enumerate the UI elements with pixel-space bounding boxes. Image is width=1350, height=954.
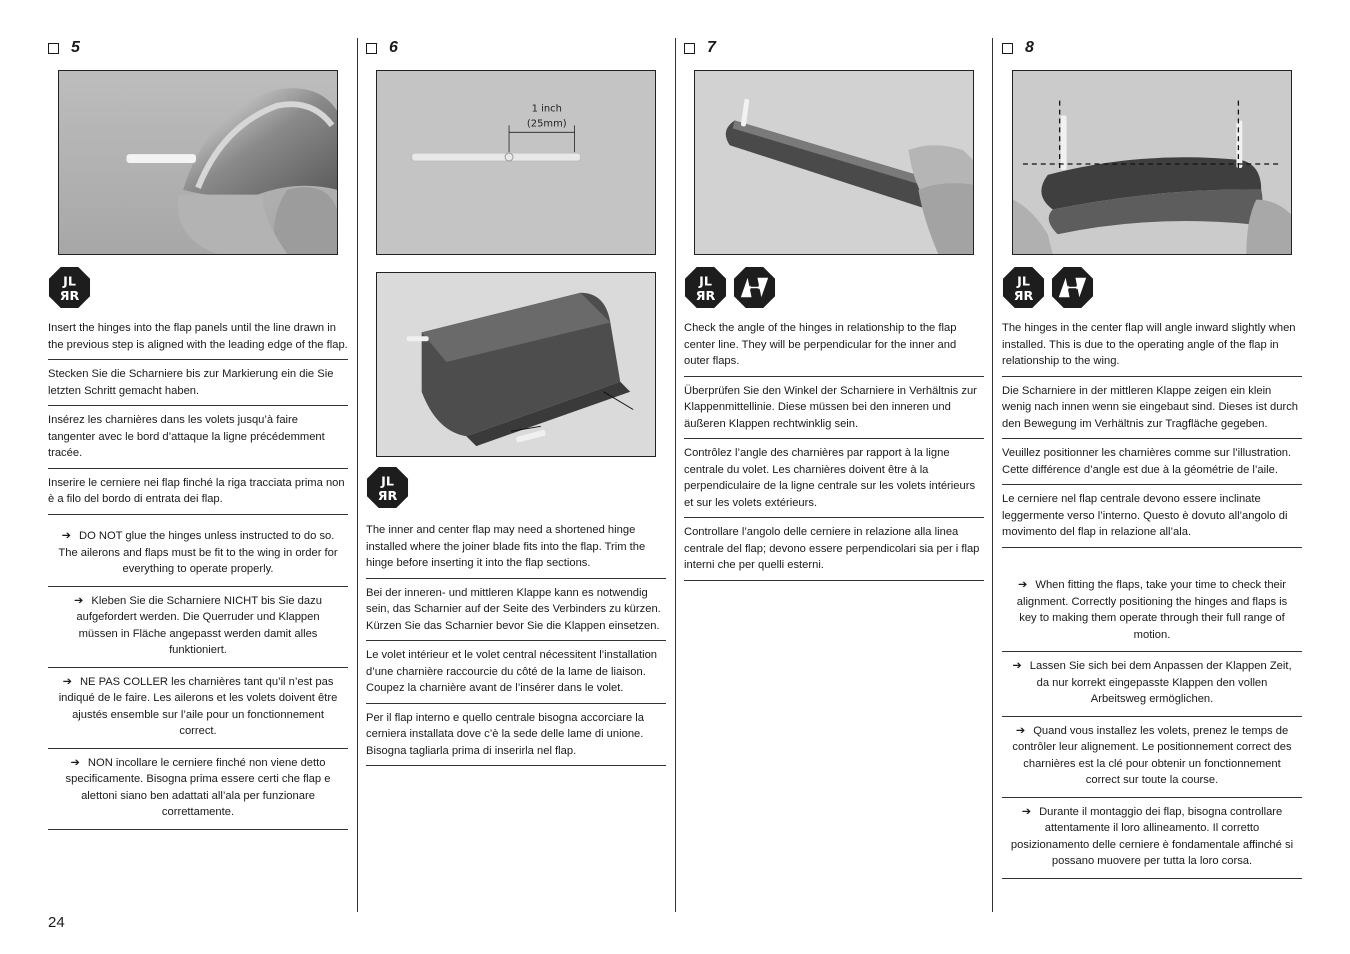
svg-text:ЯR: ЯR — [59, 288, 80, 304]
paragraph-it: Per il flap interno e quello centrale bisogna accorciare la cerniera installata dove c’è la sede delle lame di unione. Bisogna tagliarla prima di inserirla nel flap. — [366, 704, 666, 767]
note-en: ➔ DO NOT glue the hinges unless instructed to do so. The ailerons and flaps must be fit to the wing in order for everything to operate properly. — [48, 528, 348, 587]
step-6 — [366, 38, 666, 757]
step-number: 6 — [389, 39, 398, 56]
step-header — [48, 38, 348, 58]
instruction-text — [1002, 320, 1302, 548]
note-de: ➔ Lassen Sie sich bei dem Anpassen der Klappen Zeit, da nur korrekt eingepasste Klappen den vollen Arbeitsweg ermöglichen. — [1002, 652, 1302, 717]
note-fr: ➔ Quand vous installez les volets, prenez le temps de contrôler leur alignement. Le positionnement correct des charnières est la clé pour obtenir un fonctionnement correct sur toute la course. — [1002, 717, 1302, 798]
paragraph-en: The inner and center flap may need a shortened hinge installed where the joiner blade fits into the flap. Trim the hinge before inserting it into the flap sections. — [366, 522, 666, 579]
step-header — [1002, 38, 1302, 58]
arrow-right-icon: ➔ — [61, 530, 71, 542]
paragraph-it: Controllare l’angolo delle cerniere in relazione alla linea centrale del flap; devono essere perpendicolari sia per i flap interni che per quelli esterni. — [684, 518, 984, 581]
svg-text:ЯR: ЯR — [1013, 288, 1034, 304]
arrow-right-icon: ➔ — [74, 594, 84, 607]
paragraph-it: Inserire le cerniere nei flap finché la riga tracciata prima non è a filo del bordo di entrata dei flap. — [48, 469, 348, 515]
svg-text:JL: JL — [63, 273, 76, 289]
hinge-symbol-icon — [48, 266, 91, 309]
step-8 — [1002, 38, 1302, 867]
hinge-measure-photo — [376, 70, 656, 255]
icon-row — [1002, 266, 1094, 309]
flap-photo — [376, 272, 656, 457]
arrow-right-icon: ➔ — [1015, 724, 1026, 737]
paragraph-fr: Le volet intérieur et le volet central nécessitent l’installation d’une charnière raccourcie du côté de la lame de liaison. Coupez la charnière avant de l’insérer dans le volet. — [366, 641, 666, 704]
arrow-right-icon: ➔ — [1021, 805, 1032, 818]
note-it: ➔ Durante il montaggio dei flap, bisogna controllare attentamente il loro allineamento. Il corretto posizionamento delle cerniere è fondamentale affinché si possano muovere per tutta la loro corsa. — [1002, 798, 1302, 879]
icon-row — [684, 266, 776, 309]
paragraph-fr: Insérez les charnières dans les volets jusqu’à faire tangenter avec le bord d’attaque la ligne précédemment tracée. — [48, 406, 348, 469]
photo-label: 1 inch — [531, 103, 562, 115]
icon-row — [48, 266, 91, 309]
instruction-text — [366, 522, 666, 766]
arrow-right-icon: ➔ — [70, 756, 80, 769]
step-number: 5 — [71, 39, 80, 56]
step-number: 8 — [1025, 39, 1034, 56]
paragraph-en: Check the angle of the hinges in relationship to the flap center line. They will be perpendicular for the inner and outer flaps. — [684, 320, 984, 377]
step-number: 7 — [707, 39, 716, 56]
paragraph-it: Le cerniere nel flap centrale devono essere inclinate leggermente verso l’interno. Questo è dovuto all’angolo di movimento del flap in relazione all’ala. — [1002, 485, 1302, 548]
note-fr: ➔ NE PAS COLLER les charnières tant qu’il n’est pas indiqué de le faire. Les ailerons et les volets doivent être ajustés ensemble sur l’aile pour un fonctionnement correct. — [48, 668, 348, 749]
angle-check-icon — [733, 266, 776, 309]
step-header — [366, 38, 666, 58]
instruction-text — [684, 320, 984, 581]
hinge-symbol-icon — [684, 266, 727, 309]
paragraph-de: Stecken Sie die Scharniere bis zur Markierung ein die Sie letzten Schritt gemacht haben. — [48, 360, 348, 406]
paragraph-fr: Veuillez positionner les charnières comme sur l’illustration. Cette différence d’angle est due à la géométrie de l’aile. — [1002, 439, 1302, 485]
hinge-symbol-icon — [1002, 266, 1045, 309]
step-5 — [48, 38, 348, 818]
column-divider — [675, 38, 676, 912]
svg-text:JL: JL — [381, 473, 394, 489]
column-divider — [992, 38, 993, 912]
note-it: ➔ NON incollare le cerniere finché non viene detto specificamente. Bisogna prima essere certi che flap e alettoni siano ben adattati all’ala per funzionare correttamente. — [48, 749, 348, 830]
paragraph-en: The hinges in the center flap will angle inward slightly when installed. This is due to the operating angle of the flap in relationship to the wing. — [1002, 320, 1302, 377]
paragraph-de: Überprüfen Sie den Winkel der Scharniere in Verhältnis zur Klappenmittellinie. Diese müssen bei den inneren und äußeren Klappen rechtwinklig sein. — [684, 377, 984, 440]
instruction-text — [48, 320, 348, 515]
note-de: ➔ Kleben Sie die Scharniere NICHT bis Sie dazu aufgefordert werden. Die Querruder und Klappen müssen in Fläche angepasst werden damit alles funktioniert. — [48, 587, 348, 668]
paragraph-fr: Contrôlez l’angle des charnières par rapport à la ligne centrale du volet. Les charnières doivent être à la perpendiculaire de la ligne centrale sur les volets intérieurs et sur les volets extérieurs. — [684, 439, 984, 518]
page-number: 24 — [48, 914, 65, 931]
checkbox-icon[interactable] — [1002, 43, 1013, 54]
arrow-right-icon: ➔ — [62, 675, 72, 688]
svg-text:ЯR: ЯR — [695, 288, 716, 304]
step-photo — [1012, 70, 1292, 255]
arrow-right-icon: ➔ — [1012, 660, 1022, 672]
notes — [48, 528, 348, 830]
svg-text:ЯR: ЯR — [377, 488, 398, 504]
step-photo — [58, 70, 338, 255]
checkbox-icon[interactable] — [48, 43, 59, 54]
arrow-right-icon: ➔ — [1018, 579, 1028, 591]
paragraph-de: Die Scharniere in der mittleren Klappe zeigen ein klein wenig nach innen wenn sie eingebaut sind. Dieses ist durch den Bewegung im Verhältnis zur Tragfläche gegeben. — [1002, 377, 1302, 440]
step-header — [684, 38, 984, 58]
step-photo — [694, 70, 974, 255]
photo-label: (25mm) — [526, 118, 567, 130]
step-7 — [684, 38, 984, 571]
notes — [1002, 577, 1302, 879]
column-divider — [357, 38, 358, 912]
svg-text:JL: JL — [699, 273, 712, 289]
paragraph-en: Insert the hinges into the flap panels until the line drawn in the previous step is aligned with the leading edge of the flap. — [48, 320, 348, 360]
note-en: ➔ When fitting the flaps, take your time to check their alignment. Correctly positioning the hinges and flaps is key to making them operate through their full range of motion. — [1002, 577, 1302, 652]
icon-row — [366, 466, 409, 509]
svg-text:JL: JL — [1017, 273, 1030, 289]
paragraph-de: Bei der inneren- und mittleren Klappe kann es notwendig sein, das Scharnier auf der Seite des Verbinders zu kürzen. Kürzen Sie das Scharnier bevor Sie die Klappen einsetzen. — [366, 579, 666, 642]
checkbox-icon[interactable] — [684, 43, 695, 54]
checkbox-icon[interactable] — [366, 43, 377, 54]
angle-check-icon — [1051, 266, 1094, 309]
hinge-symbol-icon — [366, 466, 409, 509]
